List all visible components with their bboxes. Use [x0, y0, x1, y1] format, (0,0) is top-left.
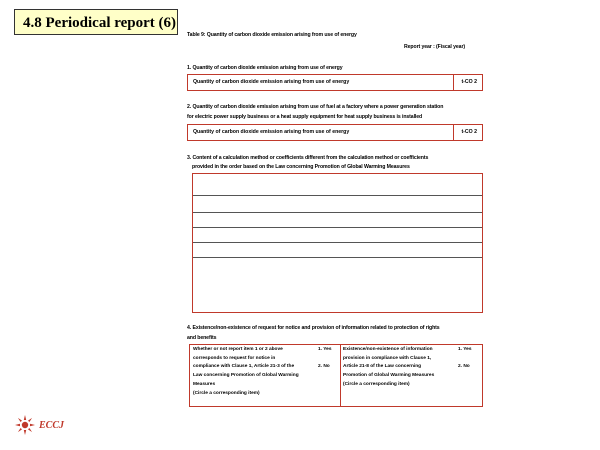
section3-row-line — [193, 257, 482, 258]
section4-heading-line1: 4. Existence/non-existence of request for notice and provision of information related to protection of rights — [187, 325, 440, 331]
page-title: 4.8 Periodical report (6) — [14, 9, 178, 35]
eccj-logo-text: ECCJ — [39, 420, 65, 431]
table-title: Table 9: Quantity of carbon dioxide emission arising from use of energy — [187, 32, 357, 38]
section4-left-option-yes: 1. Yes — [318, 347, 332, 352]
section1-heading: 1. Quantity of carbon dioxide emission arising from use of energy — [187, 65, 343, 71]
section1-unit: t-CO 2 — [461, 79, 477, 85]
section4-right-option-yes: 1. Yes — [458, 347, 472, 352]
section1-box — [187, 74, 483, 91]
section3-content-box — [192, 173, 483, 313]
section3-row-line — [193, 242, 482, 243]
section2-box — [187, 124, 483, 141]
section3-row-line — [193, 227, 482, 228]
section4-divider — [340, 345, 341, 406]
section4-heading-line2: and benefits — [187, 335, 217, 341]
report-year: Report year : (Fiscal year) — [404, 44, 466, 50]
section4-right-option-no: 2. No — [458, 364, 470, 369]
section3-row-line — [193, 212, 482, 213]
section3-row-line — [193, 195, 482, 196]
section4-right-text: Existence/non-existence of information provision in compliance with Clause 1, Article 21-8 of the Law concerning Promotion of Global Warming Measures (Circle a corresponding item) — [343, 347, 435, 387]
section1-divider — [453, 75, 454, 90]
section4-box — [189, 344, 483, 407]
section2-unit: t-CO 2 — [461, 129, 477, 135]
section1-label: Quantity of carbon dioxide emission arising from use of energy — [193, 79, 350, 85]
section3-heading-line2: provided in the order based on the Law concerning Promotion of Global Warming Measures — [192, 164, 410, 170]
section4-left-text: Whether or not report item 1 or 2 above corresponds to request for notice in compliance with Clause 1, Article 21-3 of the Law concerning Promotion of Global Warming Measures (Circle a corresponding item) — [193, 347, 299, 396]
section2-heading-line1: 2. Quantity of carbon dioxide emission arising from use of fuel at a factory where a power generation station — [187, 104, 444, 110]
section3-heading-line1: 3. Content of a calculation method or coefficients different from the calculation method or coefficients — [187, 155, 429, 161]
section2-divider — [453, 125, 454, 140]
section2-heading-line2: for electric power supply business or a heat supply equipment for heat supply business is installed — [187, 114, 423, 120]
section4-left-option-no: 2. No — [318, 364, 330, 369]
eccj-logo-icon — [14, 414, 36, 436]
section2-label: Quantity of carbon dioxide emission arising from use of energy — [193, 129, 350, 135]
